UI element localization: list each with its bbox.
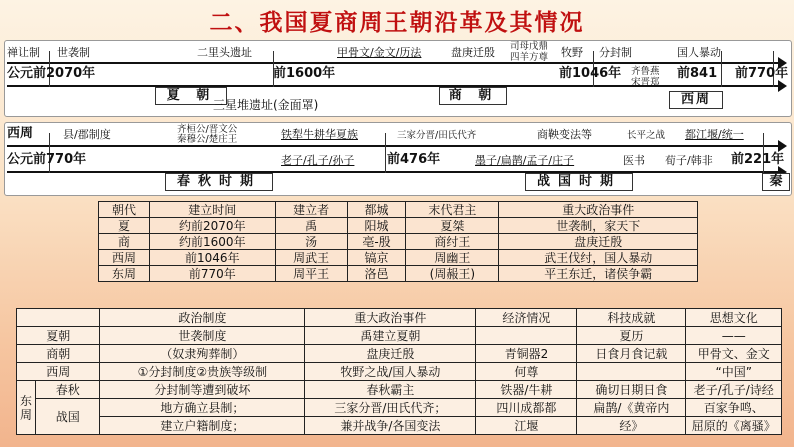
cell: 四川成都都 xyxy=(476,399,577,417)
table-row xyxy=(17,327,782,345)
date-770b: 公元前770年 xyxy=(7,152,87,167)
cell: 甲骨文、金文 xyxy=(686,345,782,363)
header-cell: 思想文化 xyxy=(686,309,782,327)
corner-cell xyxy=(17,309,100,327)
cell: 确切日期日食 xyxy=(577,381,686,399)
cell: 建立户籍制度； xyxy=(100,417,305,435)
cell: 铁器/牛耕 xyxy=(476,381,577,399)
cell: 百家争鸣、 xyxy=(686,399,782,417)
cell: 扁鹊/《黄帝内 xyxy=(577,399,686,417)
cell: 青铜器2 xyxy=(476,345,577,363)
cell: 牧野之战/国人暴动 xyxy=(305,363,476,381)
cell: 阳城 xyxy=(347,218,406,234)
cell: 周幽王 xyxy=(406,250,499,266)
label-guoren: 国人暴动 xyxy=(677,46,721,59)
cell: 地方确立县制； xyxy=(100,399,305,417)
label-xunzi: 荀子/韩非 xyxy=(665,154,713,167)
cell: 前1046年 xyxy=(149,250,275,266)
date-1046: 前1046年 xyxy=(559,66,622,81)
cell: ①分封制度②贵族等级制 xyxy=(100,363,305,381)
cell: 屈原的《离骚》 xyxy=(686,417,782,435)
label-erlitou: 二里头遗址 xyxy=(197,46,252,59)
header-cell: 朝代 xyxy=(99,202,150,218)
cell: 商纣王 xyxy=(406,234,499,250)
cell: 禹 xyxy=(275,218,347,234)
cell: 商 xyxy=(99,234,150,250)
box-qin: 秦 xyxy=(762,173,790,191)
label-yishu: 医书 xyxy=(623,154,645,167)
table-row xyxy=(17,345,782,363)
header-cell: 建立者 xyxy=(275,202,347,218)
cell: 盘庚迁殷 xyxy=(305,345,476,363)
box-zhanguo: 战国时期 xyxy=(525,173,633,191)
row-label: 商朝 xyxy=(17,345,100,363)
label-qilu: 齐鲁燕 xyxy=(631,66,660,77)
header-cell: 科技成就 xyxy=(577,309,686,327)
label-tieli: 铁犁牛耕华夏族 xyxy=(281,128,358,141)
cell: 周武王 xyxy=(275,250,347,266)
label-shangyang: 商鞅变法等 xyxy=(537,128,592,141)
label-jiaguwen: 甲骨文/金文/历法 xyxy=(337,46,422,59)
cell: 夏桀 xyxy=(406,218,499,234)
label-changping: 长平之战 xyxy=(627,130,666,141)
cell: 武王伐纣，国人暴动 xyxy=(499,250,698,266)
cell xyxy=(577,363,686,381)
cell: 三家分晋/田氏代齐； xyxy=(305,399,476,417)
table-header-row xyxy=(99,202,698,218)
date-221: 前221年 xyxy=(731,152,785,167)
cell: 世袭制度 xyxy=(100,327,305,345)
dynasty-table xyxy=(98,201,698,282)
label-shanrang: 禅让制 xyxy=(7,46,40,59)
cell: 镐京 xyxy=(347,250,406,266)
tick xyxy=(721,51,722,87)
label-simuwu: 司母戊鼎 xyxy=(510,41,549,52)
cell: 夏 xyxy=(99,218,150,234)
cell: 江堰 xyxy=(476,417,577,435)
cell: (周赧王) xyxy=(406,266,499,282)
summary-table xyxy=(16,308,782,435)
label-mozi: 墨子/扁鹊/孟子/庄子 xyxy=(475,154,575,167)
date-2070: 公元前2070年 xyxy=(7,66,96,81)
table-row xyxy=(99,250,698,266)
cell: 禹建立夏朝 xyxy=(305,327,476,345)
table-row xyxy=(17,381,782,399)
cell: 平王东迁，诸侯争霸 xyxy=(499,266,698,282)
cell: （奴隶殉葬制） xyxy=(100,345,305,363)
box-chunqiu: 春秋时期 xyxy=(165,173,273,191)
label-qinmu: 秦穆公/楚庄王 xyxy=(177,134,238,145)
table-row xyxy=(99,218,698,234)
label-laozi: 老子/孔子/孙子 xyxy=(281,154,355,167)
date-1600: 前1600年 xyxy=(273,66,336,81)
box-xia: 夏 朝 xyxy=(155,87,227,105)
label-pangeng: 盘庚迁殷 xyxy=(451,46,495,59)
cell: 前770年 xyxy=(149,266,275,282)
cell: 分封制等遭到破坏 xyxy=(100,381,305,399)
label-xianjun: 县/郡制度 xyxy=(63,128,111,141)
header-cell: 建立时间 xyxy=(149,202,275,218)
cell: “中国” xyxy=(686,363,782,381)
page-title: 二、我国夏商周王朝沿革及其情况 xyxy=(209,9,585,36)
table-row xyxy=(17,399,782,417)
cell: 盘庚迁殷 xyxy=(499,234,698,250)
label-xizhou: 西周 xyxy=(7,126,34,141)
cell: 汤 xyxy=(275,234,347,250)
box-shang: 商 朝 xyxy=(439,87,507,105)
table-row xyxy=(99,266,698,282)
timeline-chunqiu-zhanguo xyxy=(4,122,792,196)
cell: 兼并战争/各国变法 xyxy=(305,417,476,435)
date-770: 前770年 xyxy=(735,66,789,81)
row-label: 春秋 xyxy=(36,381,100,399)
cell: 约前1600年 xyxy=(149,234,275,250)
cell: 经》 xyxy=(577,417,686,435)
timeline-axis xyxy=(7,62,779,64)
cell: 老子/孔子/诗经 xyxy=(686,381,782,399)
row-label: 夏朝 xyxy=(17,327,100,345)
cell: 何尊 xyxy=(476,363,577,381)
cell: 日食月食记载 xyxy=(577,345,686,363)
tick xyxy=(385,133,386,173)
timeline-axis xyxy=(7,145,779,147)
cell: 夏历 xyxy=(577,327,686,345)
header-cell: 重大政治事件 xyxy=(499,202,698,218)
header-cell: 政治制度 xyxy=(100,309,305,327)
header-cell: 末代君主 xyxy=(406,202,499,218)
table-row xyxy=(17,363,782,381)
cell: 周平王 xyxy=(275,266,347,282)
table-header-row xyxy=(17,309,782,327)
row-label: 战国 xyxy=(36,399,100,435)
timeline-axis xyxy=(7,171,779,173)
cell: 世袭制，家天下 xyxy=(499,218,698,234)
header-cell: 经济情况 xyxy=(476,309,577,327)
timeline-xia-shang-zhou xyxy=(4,40,792,117)
cell: 约前2070年 xyxy=(149,218,275,234)
cell: —— xyxy=(686,327,782,345)
cell xyxy=(476,327,577,345)
date-841: 前841 xyxy=(677,66,718,81)
label-shixi: 世袭制 xyxy=(57,46,90,59)
label-dujiangyan: 都江堰/统一 xyxy=(685,128,744,141)
label-muye: 牧野 xyxy=(561,46,583,59)
label-qihuan: 齐桓公/晋文公 xyxy=(177,124,238,135)
table-row xyxy=(99,234,698,250)
cell: 西周 xyxy=(99,250,150,266)
row-label: 东周 xyxy=(17,381,36,435)
cell: 洛邑 xyxy=(347,266,406,282)
cell: 春秋霸主 xyxy=(305,381,476,399)
row-label: 西周 xyxy=(17,363,100,381)
timeline-axis xyxy=(7,85,779,87)
label-songjin: 宋晋郑 xyxy=(631,77,660,88)
header-cell: 重大政治事件 xyxy=(305,309,476,327)
cell: 东周 xyxy=(99,266,150,282)
label-fenfeng: 分封制 xyxy=(599,46,632,59)
cell: 亳-殷 xyxy=(347,234,406,250)
box-xizhou: 西周 xyxy=(669,91,723,109)
label-sanxingdui: 三星堆遗址(金面罩) xyxy=(213,98,319,112)
header-cell: 都城 xyxy=(347,202,406,218)
date-476: 前476年 xyxy=(387,152,441,167)
label-sanjia: 三家分晋/田氏代齐 xyxy=(397,130,477,141)
table-row xyxy=(17,417,782,435)
label-siyang: 四羊方尊 xyxy=(510,52,549,63)
